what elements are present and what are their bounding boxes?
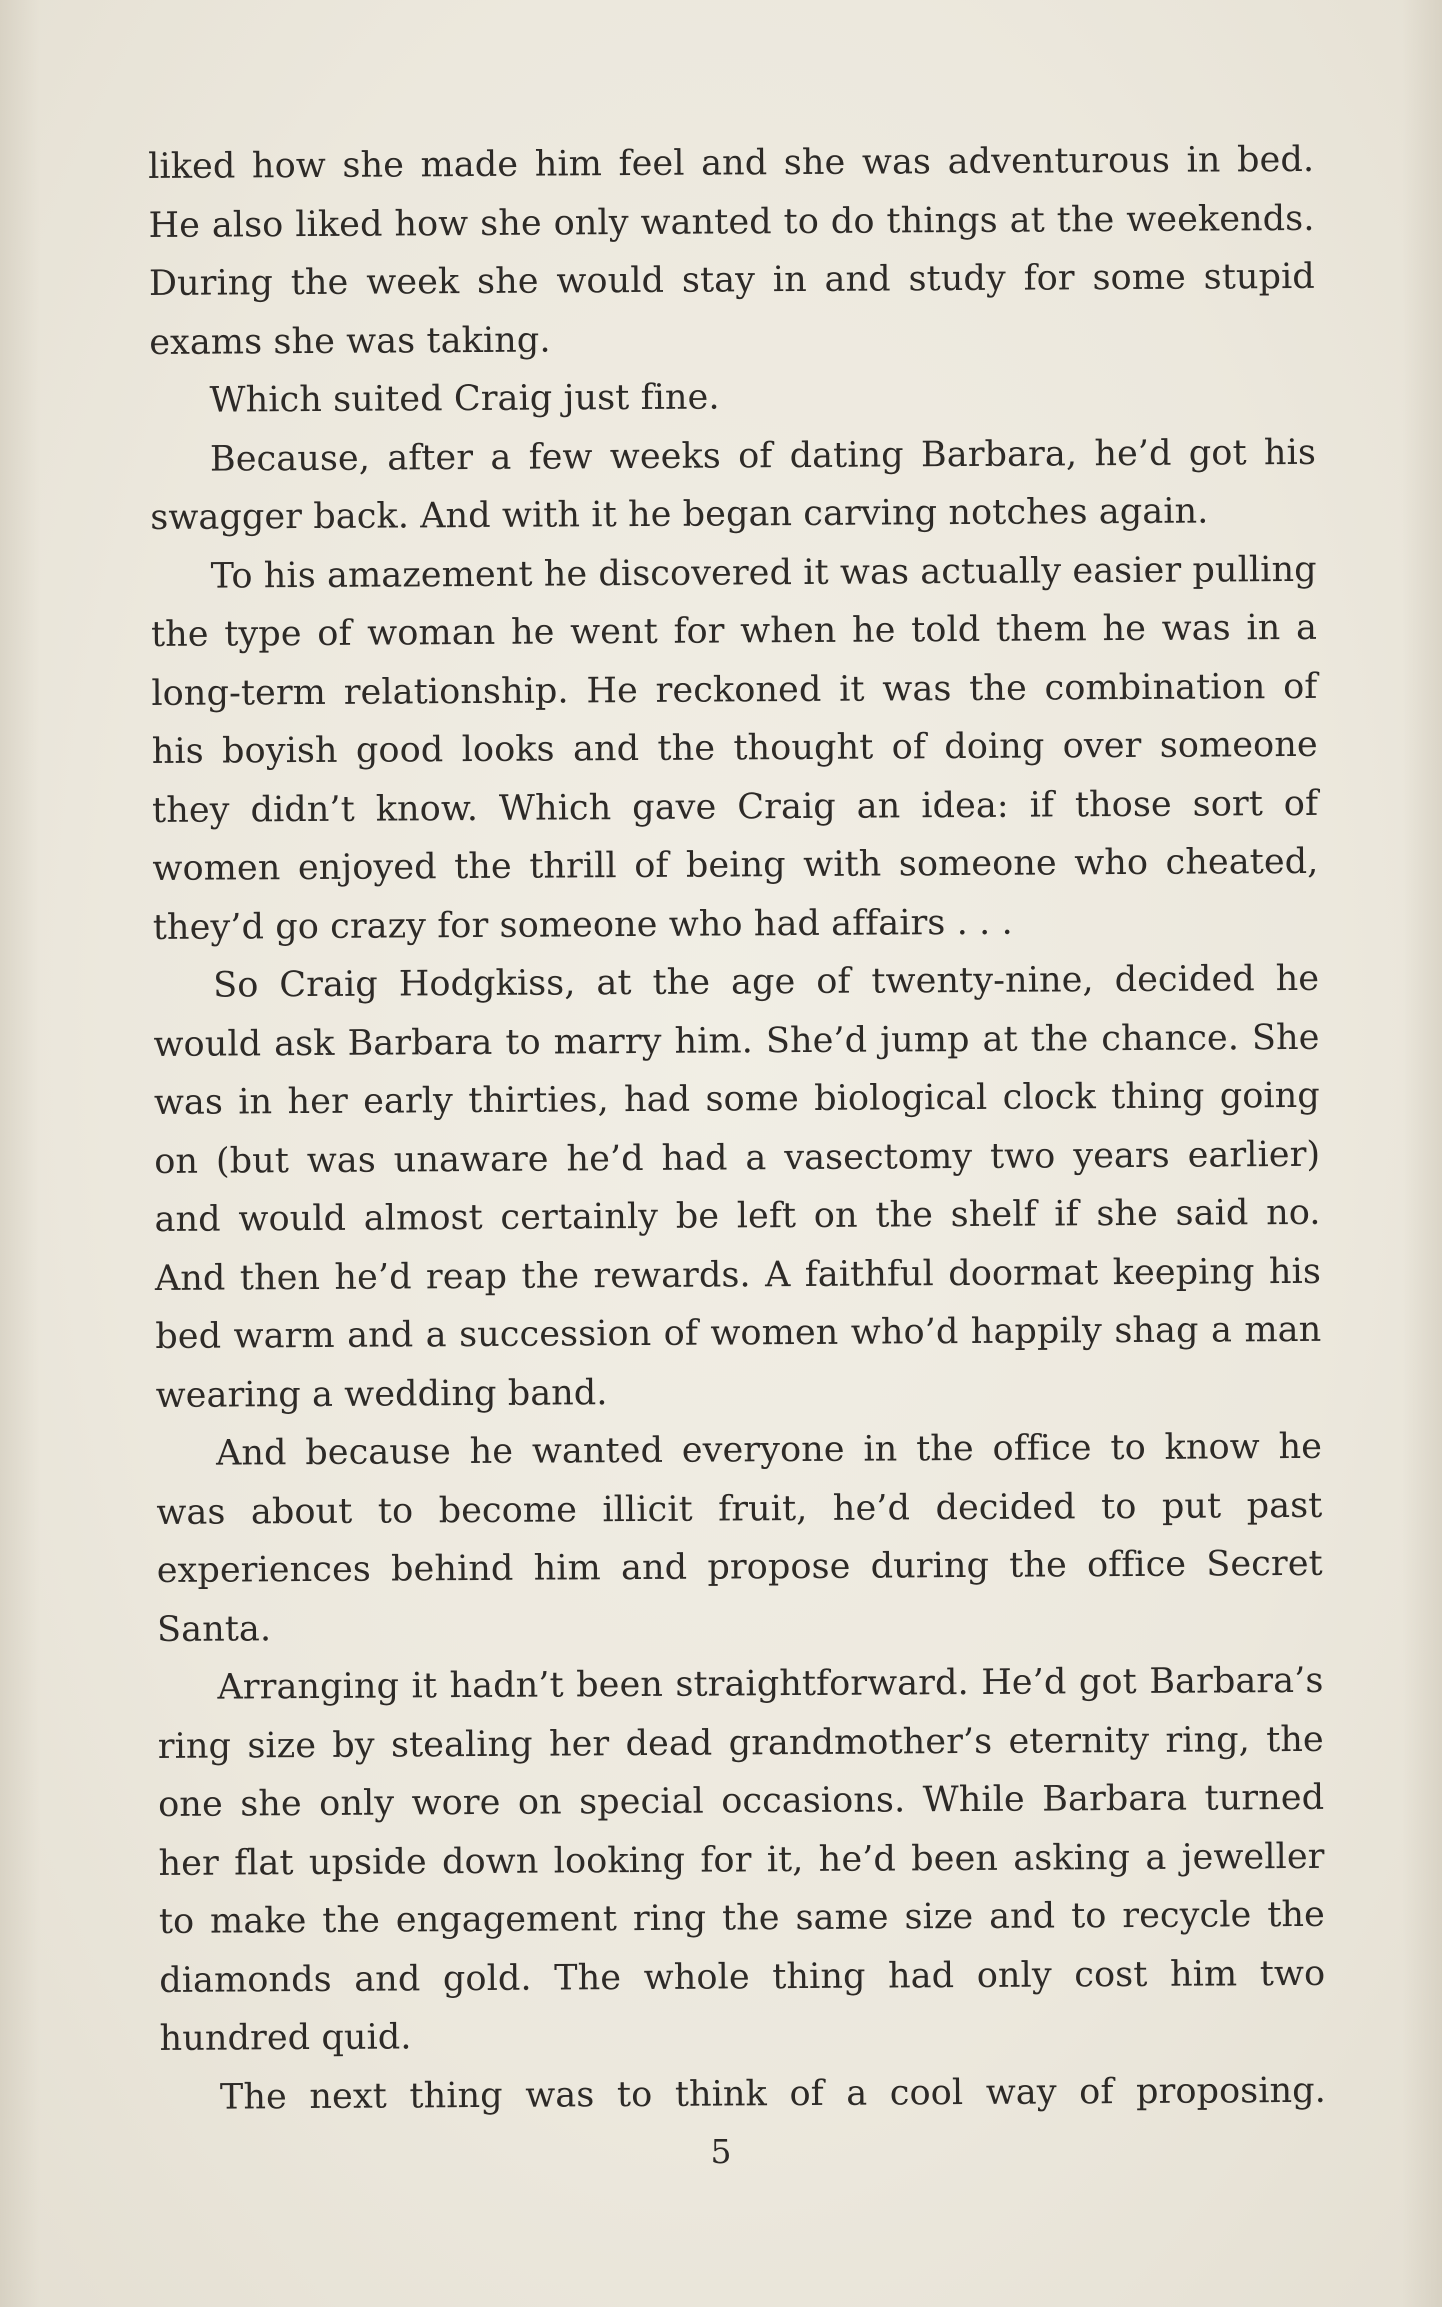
page-number: 5 — [710, 2132, 732, 2171]
paragraph-5: So Craig Hodgkiss, at the age of twenty-nine, decided he would ask Barbara to marry him. She’d jump at the chance. She was in her early thirties, had some biological clock thing going on (but was unaware he’d had a vasectomy two years earlier) and would almost certainly be left on the shelf if she said no. And then he’d reap the rewards. A faithful doormat keeping his bed warm and a succession of women who’d happily shag a man wearing a wedding band. — [153, 958, 1322, 1416]
body-text — [148, 131, 1326, 2127]
paragraph-1: liked how she made him feel and she was adventurous in bed. He also liked how she only wanted to do things at the weekends. During the week she would stay in and study for some stupid exams she was taking. — [148, 139, 1315, 363]
paragraph-4: To his amazement he discovered it was actually easier pulling the type of woman he went for when he told them he was in a long-term relationship. He reckoned it was the combination of his boyish good looks and the thought of doing over someone they didn’t know. Which gave Craig an idea: if those sort of women enjoyed the thrill of being with someone who cheated, they’d go crazy for someone who had affairs . . . — [150, 549, 1319, 948]
page-edge-shadow-right — [1402, 0, 1442, 2307]
paragraph-2: Which suited Craig just fine. — [209, 377, 720, 421]
paragraph-6: And because he wanted everyone in the office to know he was about to become illicit fruit, he’d decided to put past experiences behind him and propose during the office Secret Santa. — [156, 1426, 1323, 1650]
paragraph-3: Because, after a few weeks of dating Barbara, he’d got his swagger back. And with it he began carving notches again. — [150, 432, 1317, 538]
paragraph-7: Arranging it hadn’t been straightforward. He’d got Barbara’s ring size by stealing her dead grandmother’s eternity ring, the one she only wore on special occasions. While Barbara turned her flat upside down looking for it, he’d been asking a jeweller to make the engagement ring the same size and to recycle the diamonds and gold. The whole thing had only cost him two hundred quid. — [157, 1660, 1326, 2059]
paragraph-8: The next thing was to think of a cool way of proposing. — [219, 2070, 1327, 2118]
page-edge-shadow-left — [0, 0, 40, 2307]
